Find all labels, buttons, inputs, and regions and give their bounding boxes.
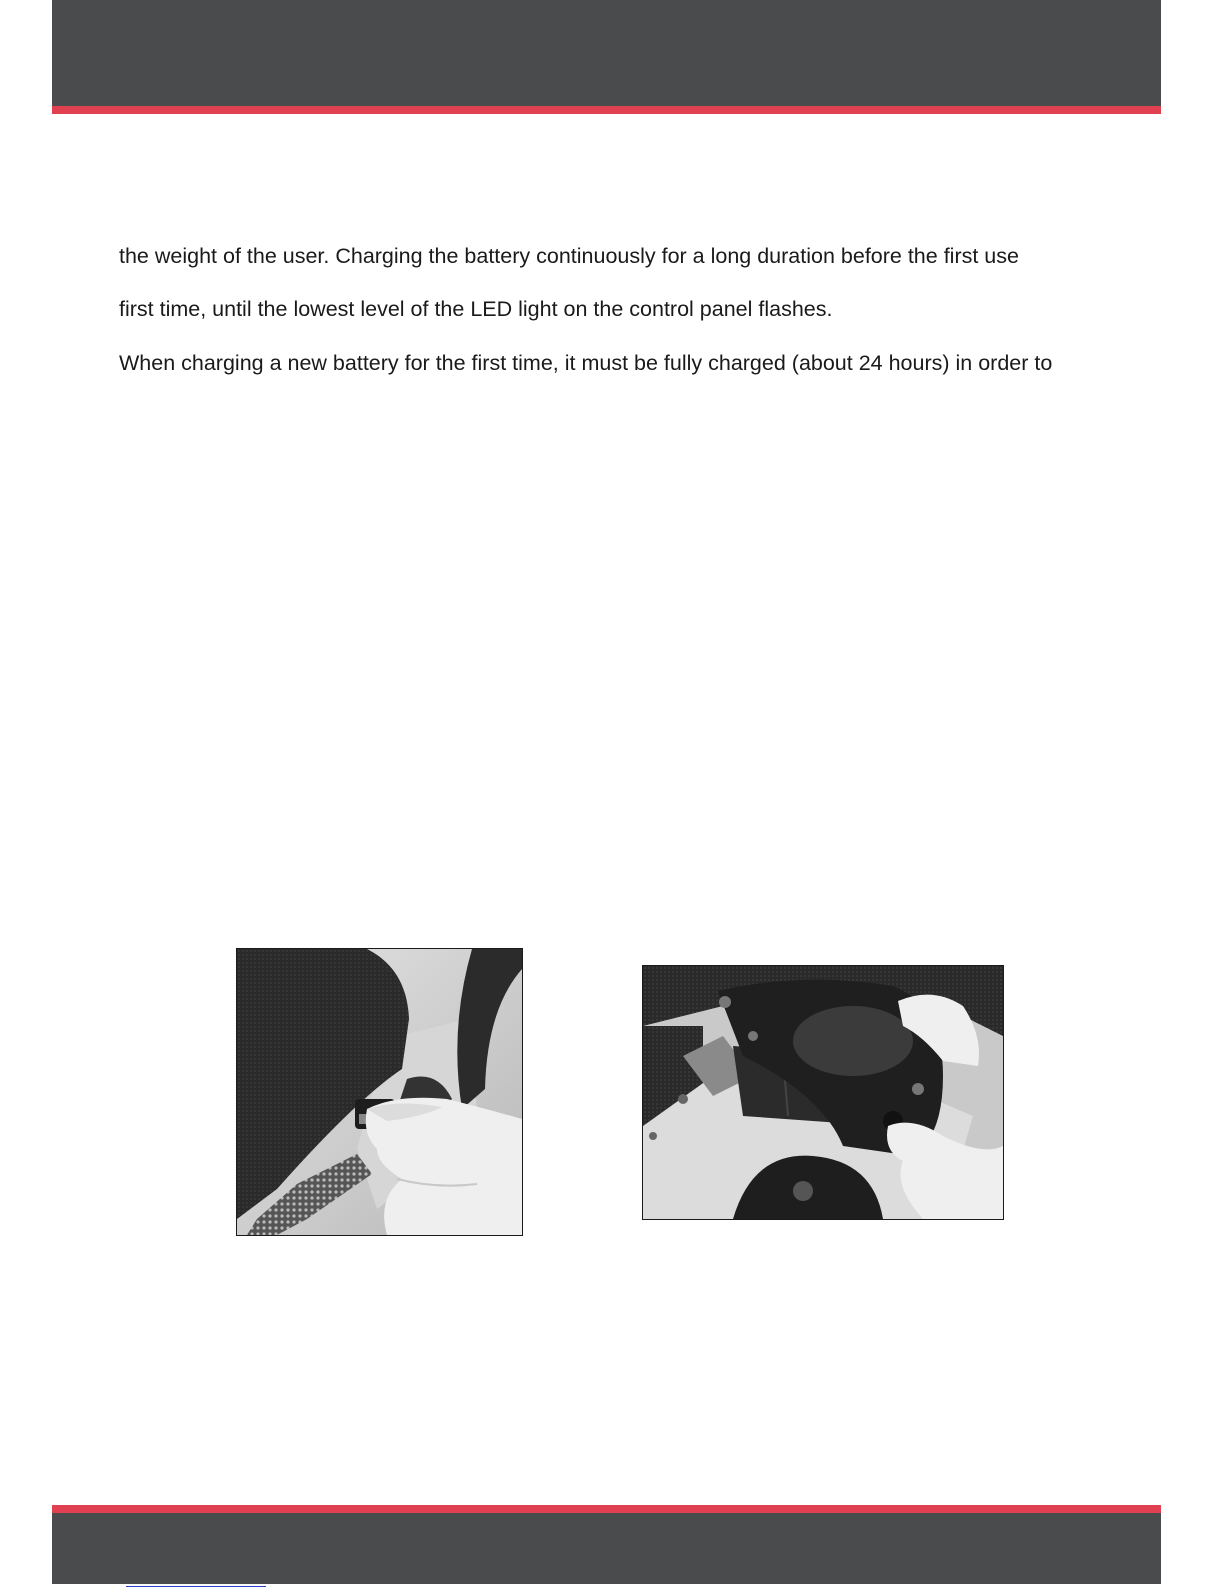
header-band xyxy=(52,0,1161,106)
footer-band xyxy=(52,1513,1161,1584)
body-text-line-1: the weight of the user. Charging the battery continuously for a long duration before the first use xyxy=(119,244,1019,268)
body-text-line-2: first time, until the lowest level of the LED light on the control panel flashes. xyxy=(119,297,833,321)
footer-accent-rule xyxy=(52,1505,1161,1513)
battery-release-latch-photo xyxy=(236,948,523,1236)
battery-connector-cover-photo xyxy=(642,965,1004,1220)
header-accent-rule xyxy=(52,106,1161,114)
body-text-line-3: When charging a new battery for the first time, it must be fully charged (about 24 hours) in order to xyxy=(119,351,1053,375)
